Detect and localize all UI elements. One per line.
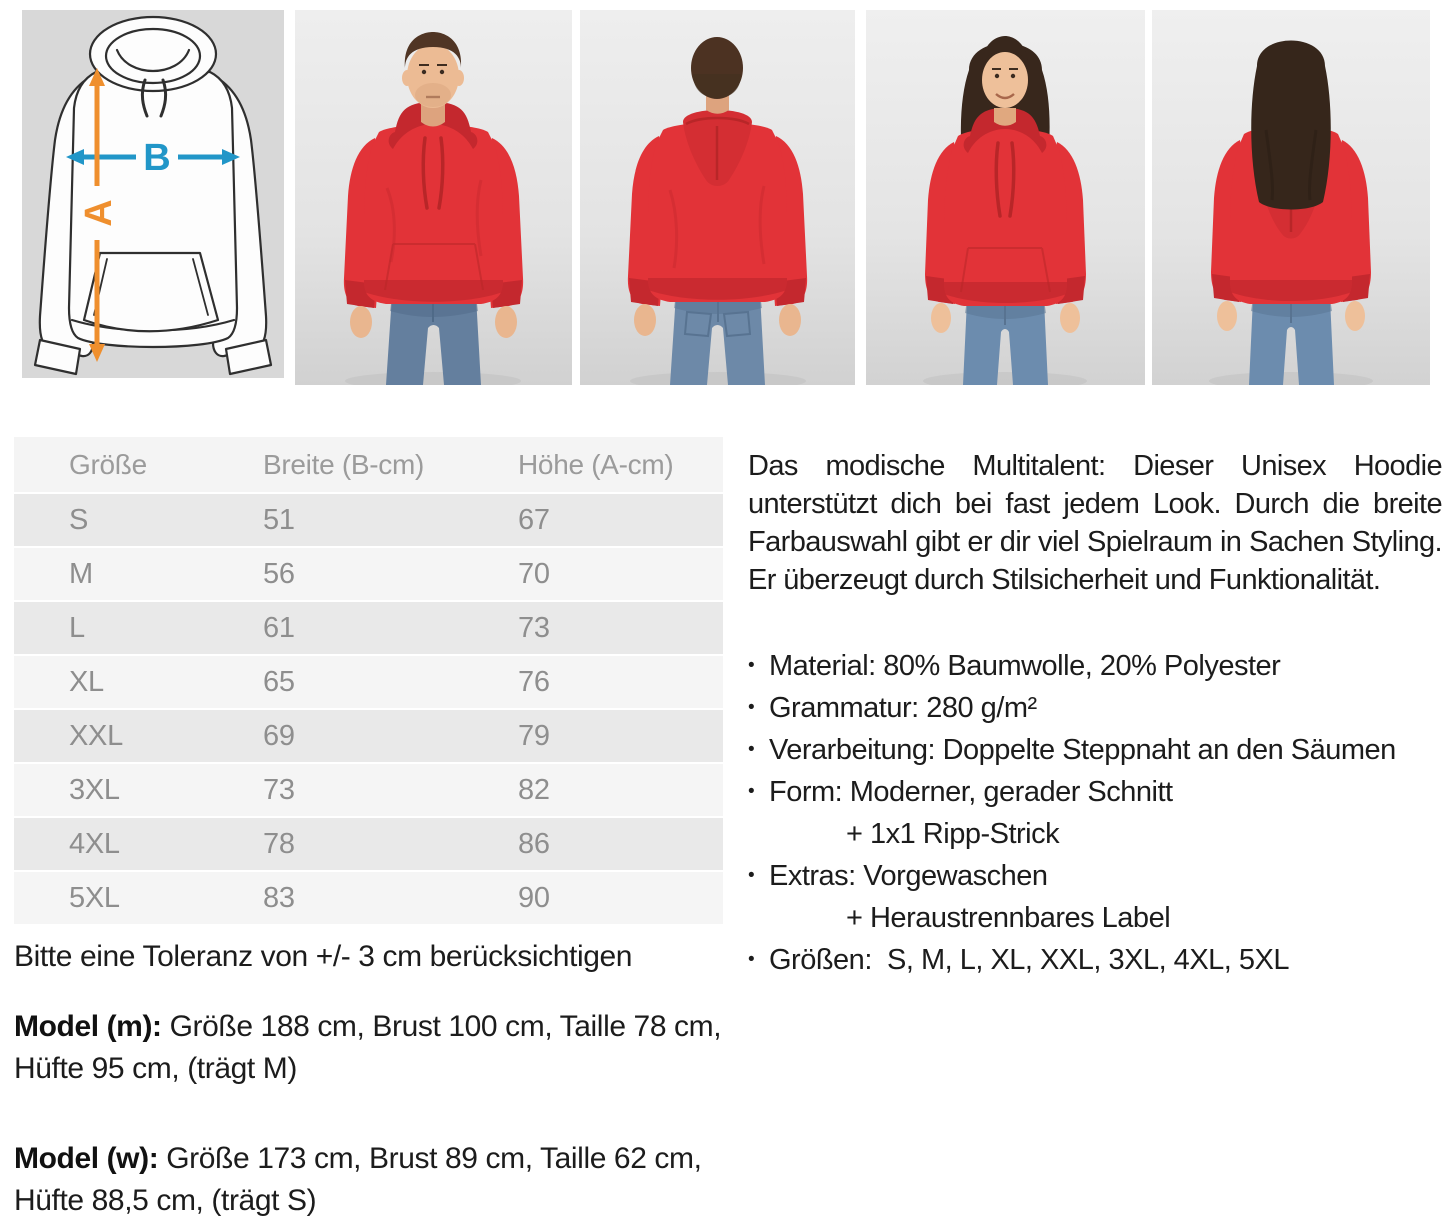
model-w-label: Model (w): <box>14 1142 159 1175</box>
size-cell: S <box>69 503 89 536</box>
size-cell: 3XL <box>69 773 120 806</box>
size-table-header <box>14 437 723 494</box>
feature-subtext: + Heraustrennbares Label <box>846 902 1171 934</box>
feature-text: Grammatur: 280 g/m² <box>769 692 1037 724</box>
model-w-text: Größe 173 cm, Brust 89 cm, Taille 62 cm, Hüfte 88,5 cm, (trägt S) <box>14 1142 702 1217</box>
label-b: B <box>143 137 171 179</box>
feature-text: Verarbeitung: Doppelte Steppnaht an den Säumen <box>769 734 1396 766</box>
bullet-icon: • <box>748 949 755 970</box>
photo-woman-back <box>1152 10 1430 385</box>
size-cell: XL <box>69 665 104 698</box>
woman-front-illustration <box>866 10 1145 385</box>
feature-text: Form: Moderner, gerader Schnitt <box>769 776 1173 808</box>
table-row <box>14 548 723 602</box>
size-cell: 4XL <box>69 827 120 860</box>
table-row <box>14 710 723 764</box>
feature-text: Extras: Vorgewaschen <box>769 860 1048 892</box>
width-cell: 56 <box>263 557 295 590</box>
table-row <box>14 764 723 818</box>
photo-man-back <box>580 10 855 385</box>
width-cell: 65 <box>263 665 295 698</box>
model-w-note <box>14 1138 732 1217</box>
size-cell: XXL <box>69 719 123 752</box>
feature-text: Größen: S, M, L, XL, XXL, 3XL, 4XL, 5XL <box>769 944 1289 976</box>
column-header: Höhe (A-cm) <box>518 448 674 480</box>
width-cell: 69 <box>263 719 295 752</box>
height-cell: 90 <box>518 881 550 914</box>
width-cell: 83 <box>263 881 295 914</box>
width-cell: 78 <box>263 827 295 860</box>
bullet-icon: • <box>748 865 755 886</box>
feature-list <box>748 645 1442 981</box>
photo-man-front <box>295 10 572 385</box>
tolerance-note: Bitte eine Toleranz von +/- 3 cm berücksichtigen <box>14 940 633 973</box>
model-m-text: Größe 188 cm, Brust 100 cm, Taille 78 cm, Hüfte 95 cm, (trägt M) <box>14 1010 722 1085</box>
height-cell: 86 <box>518 827 550 860</box>
list-item <box>748 939 1442 981</box>
bullet-icon: • <box>748 781 755 802</box>
width-cell: 61 <box>263 611 295 644</box>
woman-back-illustration <box>1152 10 1430 385</box>
table-row <box>14 872 723 926</box>
list-item <box>748 645 1442 687</box>
height-cell: 82 <box>518 773 550 806</box>
list-item <box>748 687 1442 729</box>
table-row <box>14 818 723 872</box>
bullet-icon: • <box>748 739 755 760</box>
column-header: Breite (B-cm) <box>263 448 424 480</box>
width-cell: 73 <box>263 773 295 806</box>
bullet-icon: • <box>748 655 755 676</box>
hoodie-measurement-diagram <box>22 10 284 378</box>
label-a: A <box>78 199 120 227</box>
product-description <box>748 447 1442 981</box>
height-cell: 73 <box>518 611 550 644</box>
model-m-label: Model (m): <box>14 1010 162 1043</box>
table-row <box>14 656 723 710</box>
feature-text: Material: 80% Baumwolle, 20% Polyester <box>769 650 1281 682</box>
model-m-note <box>14 1006 732 1090</box>
size-table <box>14 437 723 926</box>
size-cell: L <box>69 611 85 644</box>
table-row <box>14 494 723 548</box>
size-cell: M <box>69 557 93 590</box>
height-cell: 76 <box>518 665 550 698</box>
size-cell: 5XL <box>69 881 120 914</box>
hoodie-line-art <box>22 10 284 378</box>
man-front-illustration <box>295 10 572 385</box>
height-cell: 79 <box>518 719 550 752</box>
list-item <box>748 855 1442 939</box>
width-cell: 51 <box>263 503 295 536</box>
list-item <box>748 771 1442 855</box>
list-item <box>748 729 1442 771</box>
height-cell: 70 <box>518 557 550 590</box>
column-header: Größe <box>69 448 147 480</box>
man-back-illustration <box>580 10 855 385</box>
feature-subtext: + 1x1 Ripp-Strick <box>846 818 1060 850</box>
description-intro: Das modische Multitalent: Dieser Unisex Hoodie unterstützt dich bei fast jedem Look. Durch die breite Farbauswahl gibt er dir viel Spielraum in Sachen Styling. Er überzeugt durch Stilsicherheit und Funktionalität. <box>748 450 1442 596</box>
table-row <box>14 602 723 656</box>
photo-woman-front <box>866 10 1145 385</box>
height-cell: 67 <box>518 503 550 536</box>
bullet-icon: • <box>748 697 755 718</box>
